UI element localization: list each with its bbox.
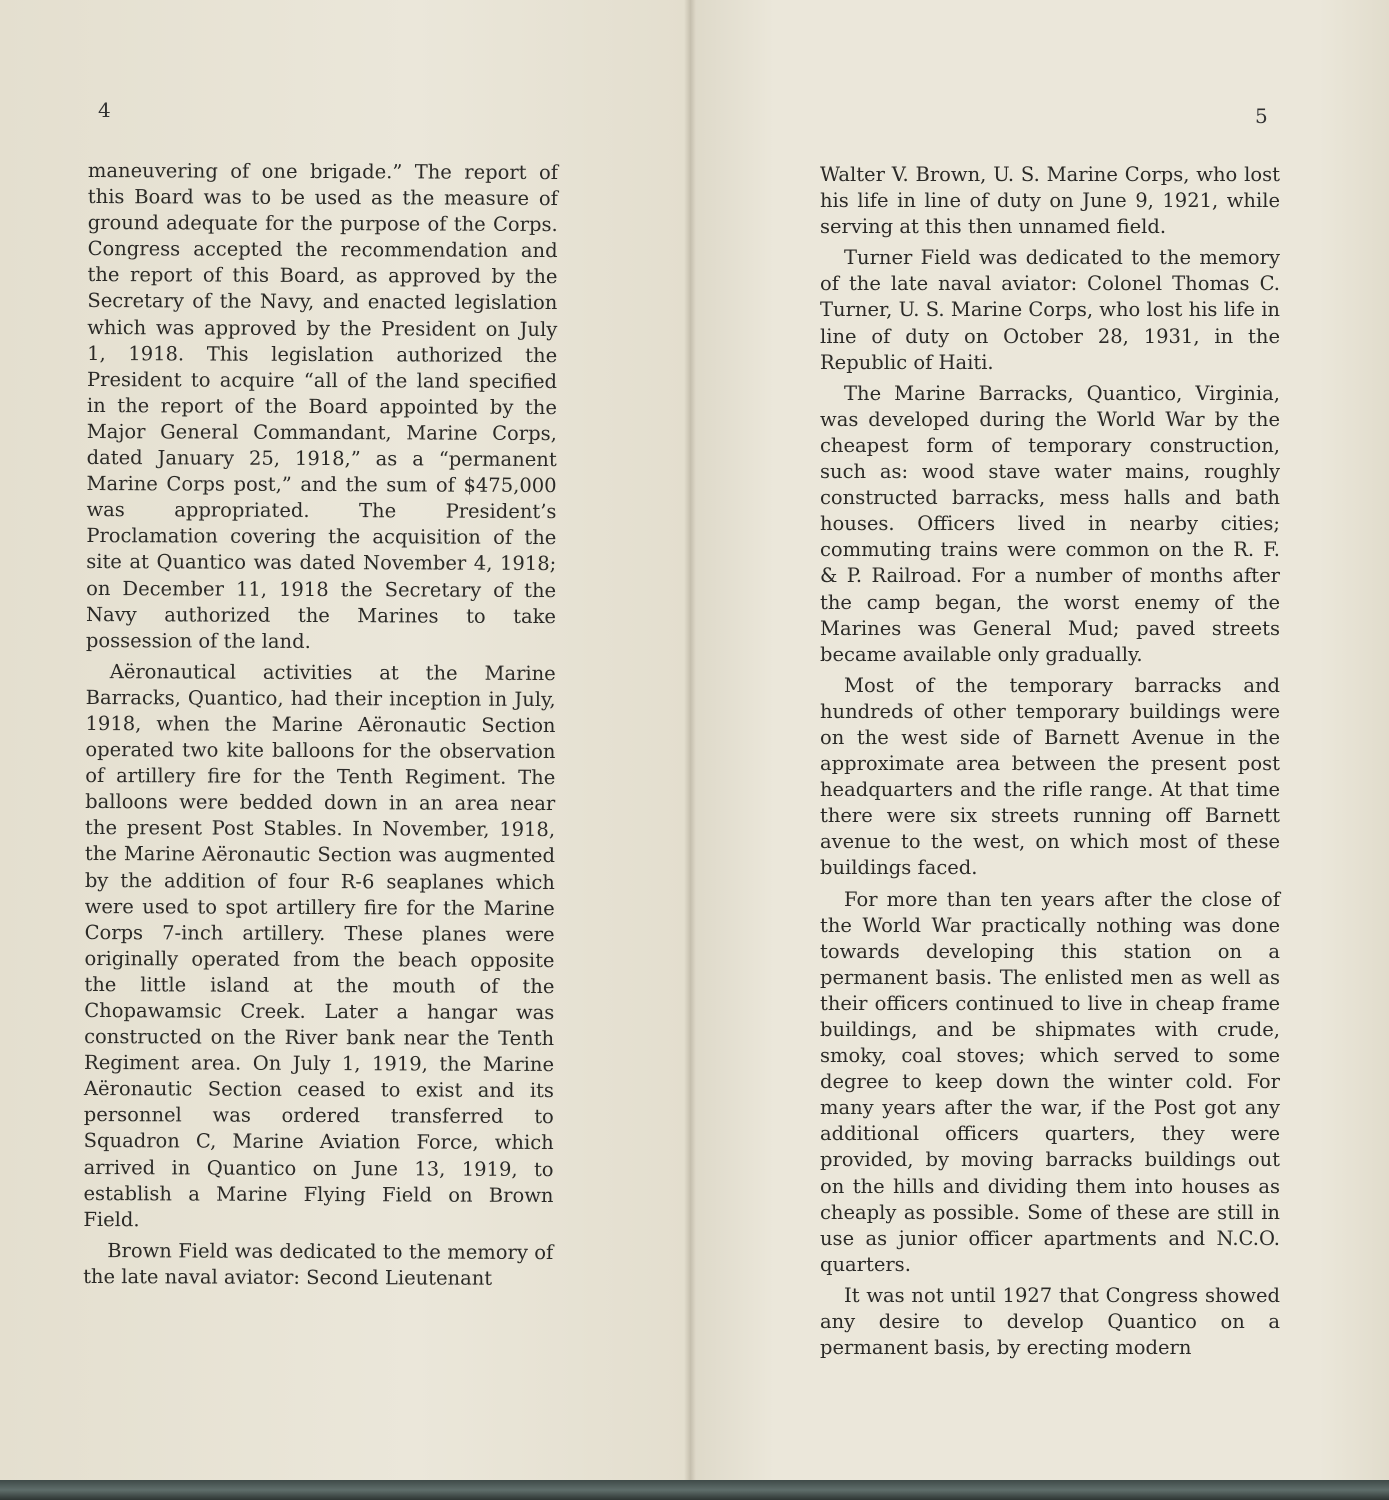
text-column (83, 158, 558, 1297)
paragraph: For more than ten years after the close of the World War practically nothing was done towards developing this station on a permanent basis. The enlisted men as well as their officers continued to live in cheap frame buildings, and be shipmates with crude, smoky, coal stoves; which served to some degree to keep down the winter cold. For many years after the war, if the Post got any additional officers quarters, they were provided, by moving barracks buildings out on the hills and dividing them into houses as cheaply as possible. Some of these are still in use as junior officer apartments and N.C.O. quarters. (820, 887, 1280, 1276)
text-column (820, 162, 1280, 1366)
paragraph: Turner Field was dedicated to the memory of the late naval aviator: Colonel Thomas C. Turner, U. S. Marine Corps, who lost his life in line of duty on October 28, 1931, in the Republic of Haiti. (820, 246, 1280, 374)
page-number: 5 (1255, 104, 1268, 128)
paragraph: Aëronautical activities at the Marine Barracks, Quantico, had their inception in July, 1918, when the Marine Aëronautic Section operated two kite balloons for the observation of artillery fire for the Tenth Regiment. The balloons were bedded down in an area near the present Post Stables. In November, 1918, the Marine Aëronautic Section was augmented by the addition of four R-6 seaplanes which were used to spot artillery fire for the Marine Corps 7-inch artillery. These planes were originally operated from the beach opposite the little island at the mouth of the Chopawamsic Creek. Later a hangar was constructed on the River bank near the Tenth Regiment area. On July 1, 1919, the Marine Aëronautic Section ceased to exist and its personnel was ordered transferred to Squadron C, Marine Aviation Force, which arrived in Quantico on June 13, 1919, to establish a Marine Flying Field on Brown Field. (83, 659, 556, 1231)
paragraph: Walter V. Brown, U. S. Marine Corps, who lost his life in line of duty on June 9, 1921, while serving at this then unnamed field. (820, 163, 1280, 239)
cover-edge (0, 1480, 1389, 1500)
left-page (0, 0, 690, 1480)
right-page (690, 0, 1389, 1480)
book-gutter (684, 0, 696, 1480)
paragraph: maneuvering of one brigade.” The report of this Board was to be used as the measure of ground adequate for the purpose of the Corps. Congress accepted the recommendation and the report of this Board, as approved by the Secretary of the Navy, and enacted legislation which was approved by the President on July 1, 1918. This legislation authorized the President to acquire “all of the land specified in the report of the Board appointed by the Major General Commandant, Marine Corps, dated January 25, 1918,” as a “permanent Marine Corps post,” and the sum of $475,000 was appropriated. The President’s Proclamation covering the acquisition of the site at Quantico was dated November 4, 1918; on December 11, 1918 the Secretary of the Navy authorized the Marines to take possession of the land. (85, 158, 558, 653)
paragraph: It was not until 1927 that Congress showed any desire to develop Quantico on a permanent basis, by erecting modern (820, 1283, 1280, 1360)
paragraph: Brown Field was dedicated to the memory of the late naval aviator: Second Lieutenant (83, 1238, 554, 1290)
page-number: 4 (98, 98, 111, 122)
paragraph: Most of the temporary barracks and hundreds of other temporary buildings were on the west side of Barnett Avenue in the approximate area between the present post headquarters and the rifle range. At that time there were six streets running off Barnett avenue to the west, on which most of these buildings faced. (820, 673, 1280, 880)
paragraph: The Marine Barracks, Quantico, Virginia, was developed during the World War by the cheapest form of temporary construction, such as: wood stave water mains, roughly constructed barracks, mess halls and bath houses. Officers lived in nearby cities; commuting trains were common on the R. F. & P. Railroad. For a number of months after the camp began, the worst enemy of the Marines was General Mud; paved streets became available only gradually. (820, 381, 1280, 666)
